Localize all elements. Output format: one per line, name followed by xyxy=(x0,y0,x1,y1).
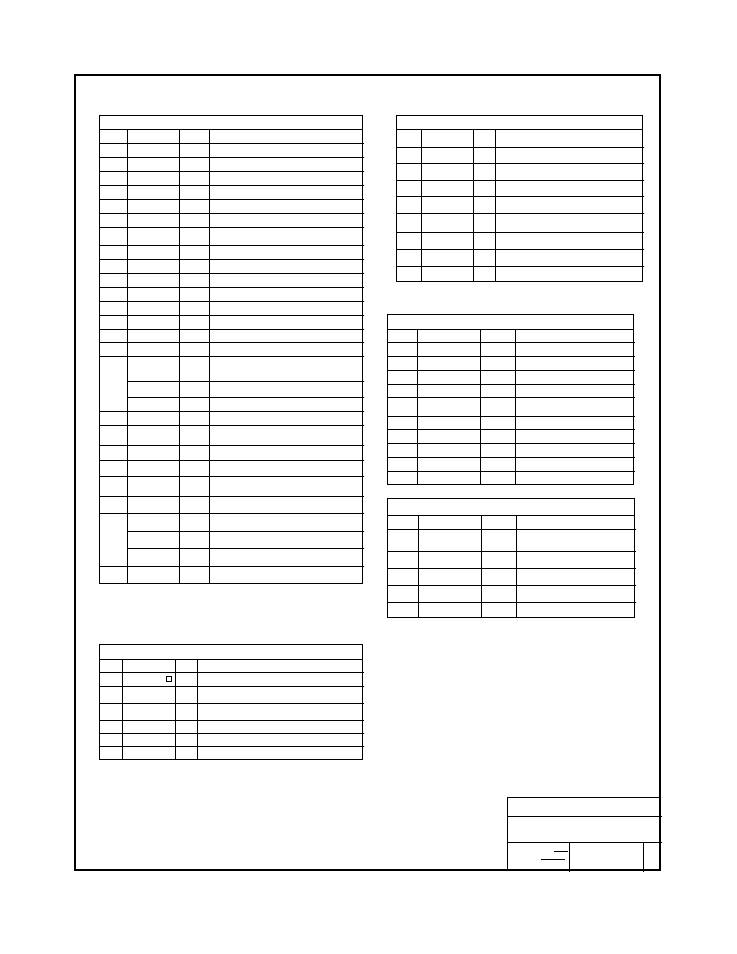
table-header xyxy=(100,116,362,130)
table-top-right xyxy=(396,115,643,282)
table-bottom-left xyxy=(99,644,363,760)
fraction-bar-lower xyxy=(541,859,565,860)
table-header xyxy=(100,645,362,660)
table-top-left xyxy=(99,115,363,584)
fraction-bar-upper xyxy=(554,851,568,852)
table-header xyxy=(388,315,633,330)
title-block xyxy=(507,797,661,871)
checkbox-mark xyxy=(166,676,172,682)
table-middle-right xyxy=(387,314,634,485)
table-header xyxy=(388,499,634,516)
table-header xyxy=(397,116,642,130)
table-lower-right xyxy=(387,498,635,618)
